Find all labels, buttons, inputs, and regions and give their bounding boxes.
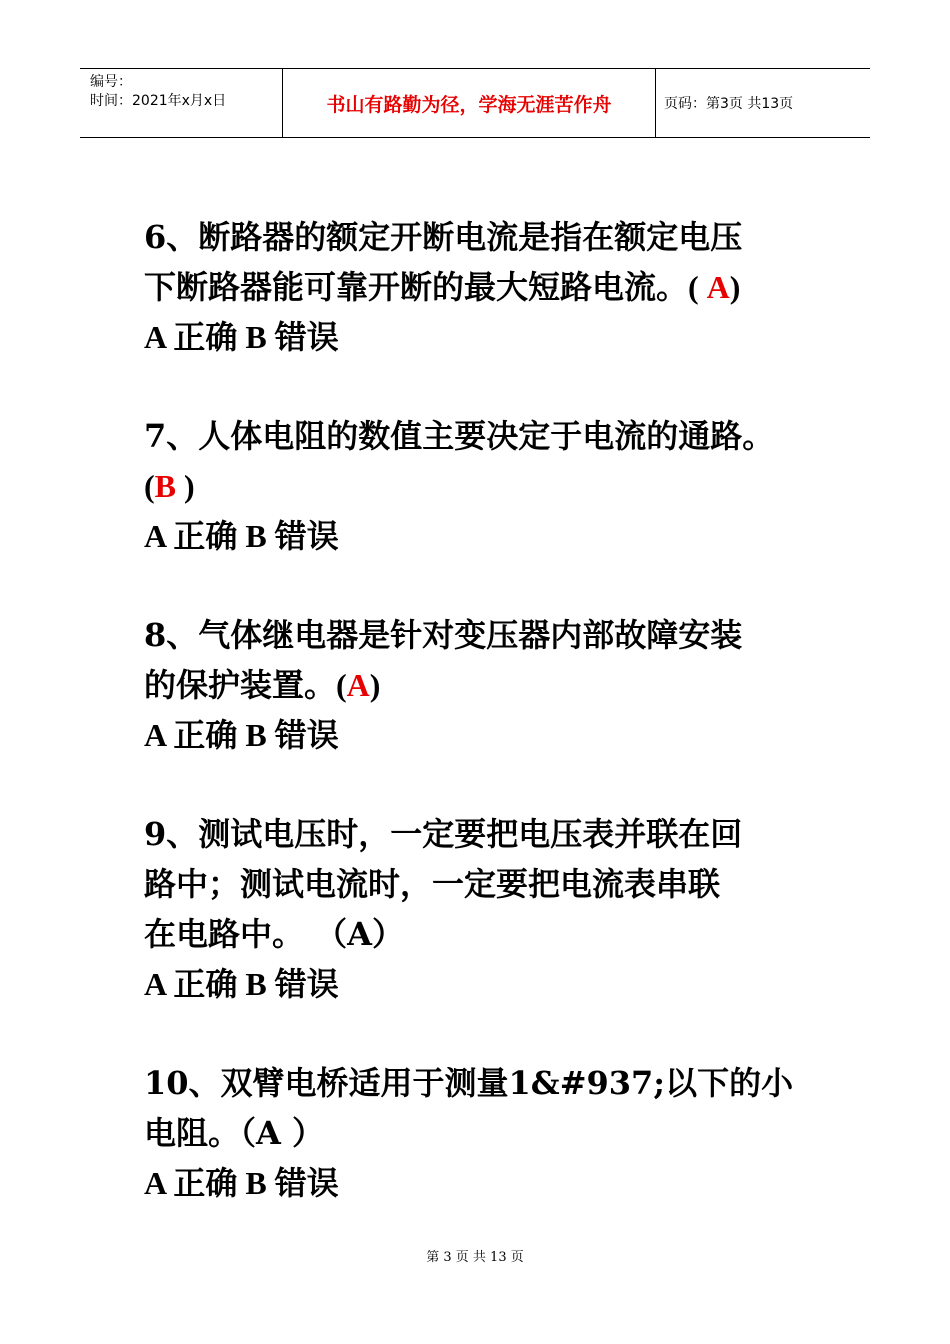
question-10: [144, 1058, 824, 1208]
question-text-line: 8、气体继电器是针对变压器内部故障安装: [144, 616, 743, 654]
question-text-line: 的保护装置。(A): [144, 666, 381, 704]
answer-mark: A: [706, 269, 730, 305]
question-9: [144, 809, 824, 1009]
question-6: [144, 212, 824, 362]
question-options: A 正确 B 错误: [144, 717, 339, 753]
question-7: [144, 411, 824, 561]
question-list: [144, 212, 824, 1257]
question-text-line: 6、断路器的额定开断电流是指在额定电压: [144, 218, 743, 256]
question-8: [144, 610, 824, 760]
question-text-line: (B ): [144, 468, 195, 504]
question-text-line: 下断路器能可靠开断的最大短路电流。( A): [144, 268, 741, 306]
page-footer: 第 3 页 共 13 页: [426, 1250, 524, 1265]
header-meta: [80, 69, 282, 137]
header-page-info: 页码：第3页 共13页: [664, 96, 794, 112]
date-label: 时间：2021年x月x日: [90, 93, 227, 109]
question-text-line: 电阻。（A ）: [144, 1114, 324, 1152]
page-header: [80, 68, 870, 138]
answer-mark: A: [346, 667, 370, 703]
header-motto: 书山有路勤为径，学海无涯苦作舟: [282, 69, 656, 137]
question-text-line: 在电路中。 （A）: [144, 915, 404, 953]
question-text-line: 路中；测试电流时，一定要把电流表串联: [144, 865, 721, 903]
question-options: A 正确 B 错误: [144, 319, 339, 355]
question-text-line: 7、人体电阻的数值主要决定于电流的通路。: [144, 417, 775, 455]
serial-label: 编号：: [90, 74, 132, 90]
question-text-line: 10、双臂电桥适用于测量1&#937;以下的小: [144, 1064, 794, 1102]
question-text-line: 9、测试电压时，一定要把电压表并联在回: [144, 815, 743, 853]
answer-mark: B: [154, 468, 176, 504]
question-options: A 正确 B 错误: [144, 966, 339, 1002]
question-options: A 正确 B 错误: [144, 518, 339, 554]
question-options: A 正确 B 错误: [144, 1165, 339, 1201]
